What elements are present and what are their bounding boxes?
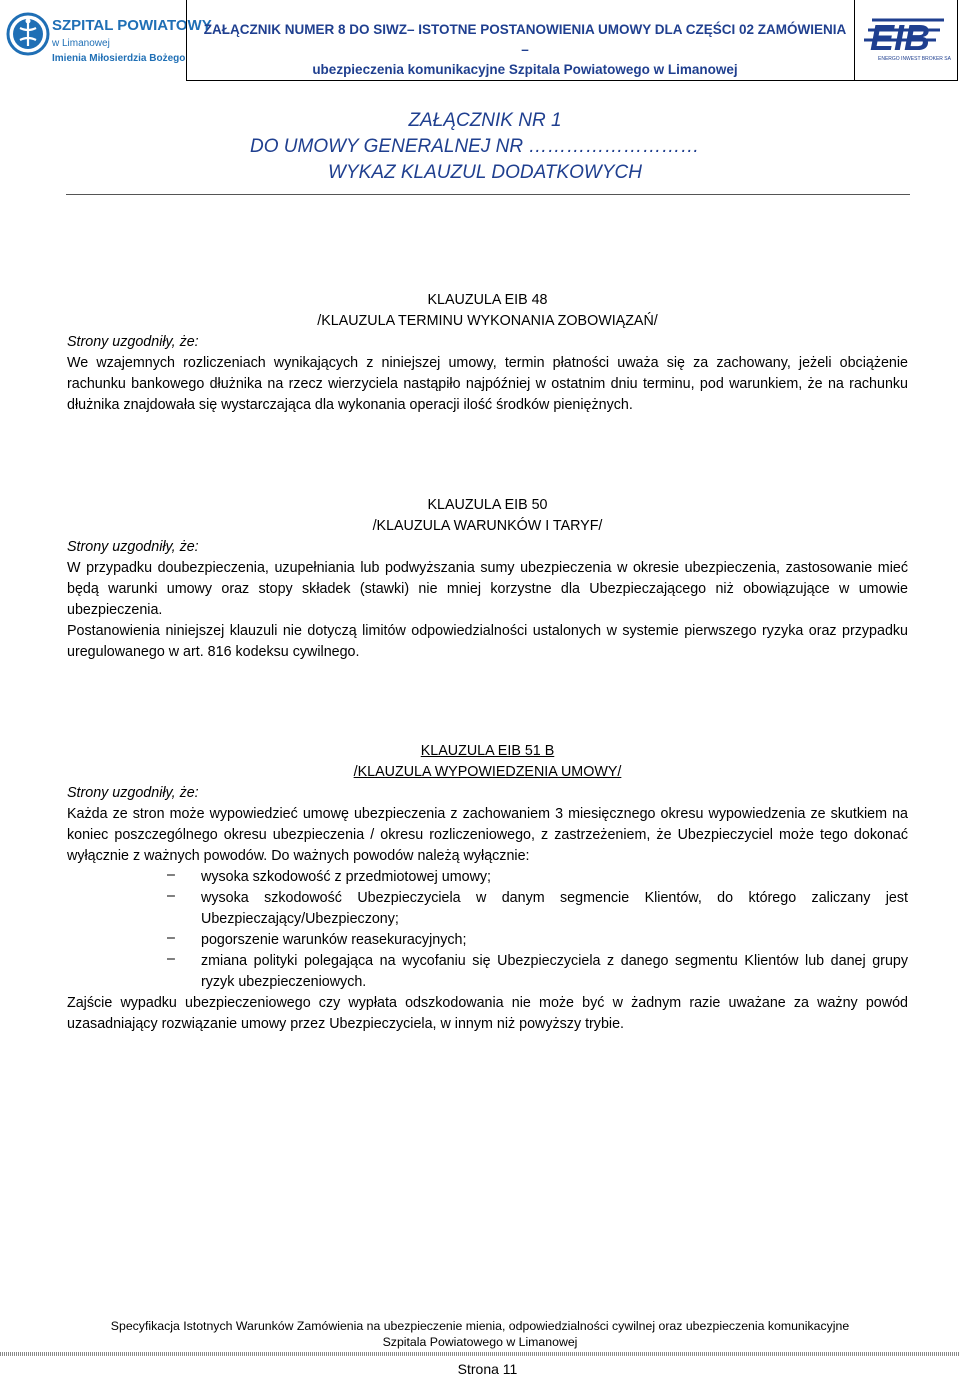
footer-divider: [0, 1352, 960, 1356]
clause-body: W przypadku doubezpieczenia, uzupełniania lub podwyższania sumy ubezpieczenia w okresie ubezpieczenia, zastosowanie mieć będą warunki umowy oraz stopy składek (stawki) nie mniej korzystne dla Ubezpieczającego niż obowiązujące w umowie ubezpieczenia.: [67, 560, 908, 618]
header-divider: [854, 0, 855, 80]
svg-text:SZPITAL POWIATOWY: SZPITAL POWIATOWY: [52, 17, 212, 34]
clause-eib-48: [67, 290, 908, 416]
clause-eib-51b: [67, 741, 908, 1035]
header-title: [200, 20, 850, 80]
list-item: – wysoka szkodowość z przedmiotowej umowy;: [167, 867, 492, 885]
clause-body: We wzajemnych rozliczeniach wynikających z niniejszej umowy, termin płatności uważa się za zachowany, jeżeli obciążenie rachunku bankowego dłużnika na rzecz wierzyciela nastąpiło najpóźniej w ostatnim dniu terminu, pod warunkiem, że na rachunku dłużnika znajdowała się wystarczająca dla wykonania operacji ilość środków pieniężnych.: [67, 355, 908, 413]
svg-text:w Limanowej: w Limanowej: [52, 38, 110, 49]
clause-title: KLAUZULA EIB 48: [427, 292, 548, 308]
page-number: Strona 11: [457, 1361, 518, 1377]
clause-intro: Strony uzgodniły, że:: [67, 539, 199, 555]
list-item: – pogorszenie warunków reasekuracyjnych;: [167, 930, 467, 948]
list-item: – wysoka szkodowość Ubezpieczyciela w danym segmencie Klientów, do którego zaliczany jest Ubezpieczający/Ubezpieczony;: [167, 888, 908, 927]
annex-title: [60, 108, 910, 186]
clause-subtitle: /KLAUZULA WYPOWIEDZENIA UMOWY/: [353, 764, 622, 780]
footer-line-2: Szpitala Powiatowego w Limanowej: [382, 1335, 578, 1349]
clause-title: KLAUZULA EIB 51 B: [420, 743, 555, 759]
title-divider: [66, 194, 910, 195]
svg-text:ENERGO INWEST BROKER SA: ENERGO INWEST BROKER SA: [878, 56, 951, 62]
hospital-logo: [6, 6, 212, 70]
header-line-1: ZAŁĄCZNIK NUMER 8 DO SIWZ– ISTOTNE POSTANOWIENIA UMOWY DLA CZĘŚCI 02 ZAMÓWIENIA –: [203, 22, 847, 57]
annex-title-line-2: DO UMOWY GENERALNEJ NR ………………………: [250, 136, 700, 157]
svg-text:EIB: EIB: [870, 17, 931, 58]
page-footer: [60, 1318, 900, 1350]
annex-title-line-3: WYKAZ KLAUZUL DODATKOWYCH: [328, 162, 642, 183]
clause-title: KLAUZULA EIB 50: [427, 497, 548, 513]
list-item: – zmiana polityki polegająca na wycofaniu się Ubezpieczyciela z danego segmentu Klientów lub danej grupy ryzyk ubezpieczeniowych.: [167, 951, 908, 990]
svg-text:Imienia Miłosierdzia Bożego: Imienia Miłosierdzia Bożego: [52, 53, 186, 64]
annex-title-line-1: ZAŁĄCZNIK NR 1: [408, 110, 562, 131]
clause-body: Zajście wypadku ubezpieczeniowego czy wypłata odszkodowania nie może być w żadnym razie uważane za ważny powód uzasadniający rozwiązanie umowy przez Ubezpieczyciela, w innym niż powyższy trybie.: [67, 995, 908, 1032]
footer-line-1: Specyfikacja Istotnych Warunków Zamówienia na ubezpieczenie mienia, odpowiedzialności cywilnej oraz ubezpieczenia komunikacyjne: [110, 1319, 850, 1333]
clause-body: Postanowienia niniejszej klauzuli nie dotyczą limitów odpowiedzialności ustalonych w systemie pierwszego ryzyka oraz przypadku uregulowanego w art. 816 kodeksu cywilnego.: [67, 623, 908, 660]
page-header: [0, 0, 960, 82]
eib-logo: [858, 10, 954, 66]
reasons-list: [67, 867, 908, 993]
clause-intro: Strony uzgodniły, że:: [67, 334, 199, 350]
clause-subtitle: /KLAUZULA WARUNKÓW I TARYF/: [372, 518, 603, 534]
header-line-2: ubezpieczenia komunikacyjne Szpitala Powiatowego w Limanowej: [312, 62, 738, 77]
clause-body: Każda ze stron może wypowiedzieć umowę ubezpieczenia z zachowaniem 3 miesięcznego okresu wypowiedzenia ze skutkiem na koniec poszczególnego okresu ubezpieczenia / okresu rozliczeniowego, z zastrzeżeniem, że Ubezpieczyciel może tego dokonać wyłącznie z ważnych powodów. Do ważnych powodów należą wyłącznie:: [67, 806, 908, 864]
clause-intro: Strony uzgodniły, że:: [67, 785, 199, 801]
clause-eib-50: [67, 495, 908, 663]
clause-subtitle: /KLAUZULA TERMINU WYKONANIA ZOBOWIĄZAŃ/: [317, 313, 658, 329]
